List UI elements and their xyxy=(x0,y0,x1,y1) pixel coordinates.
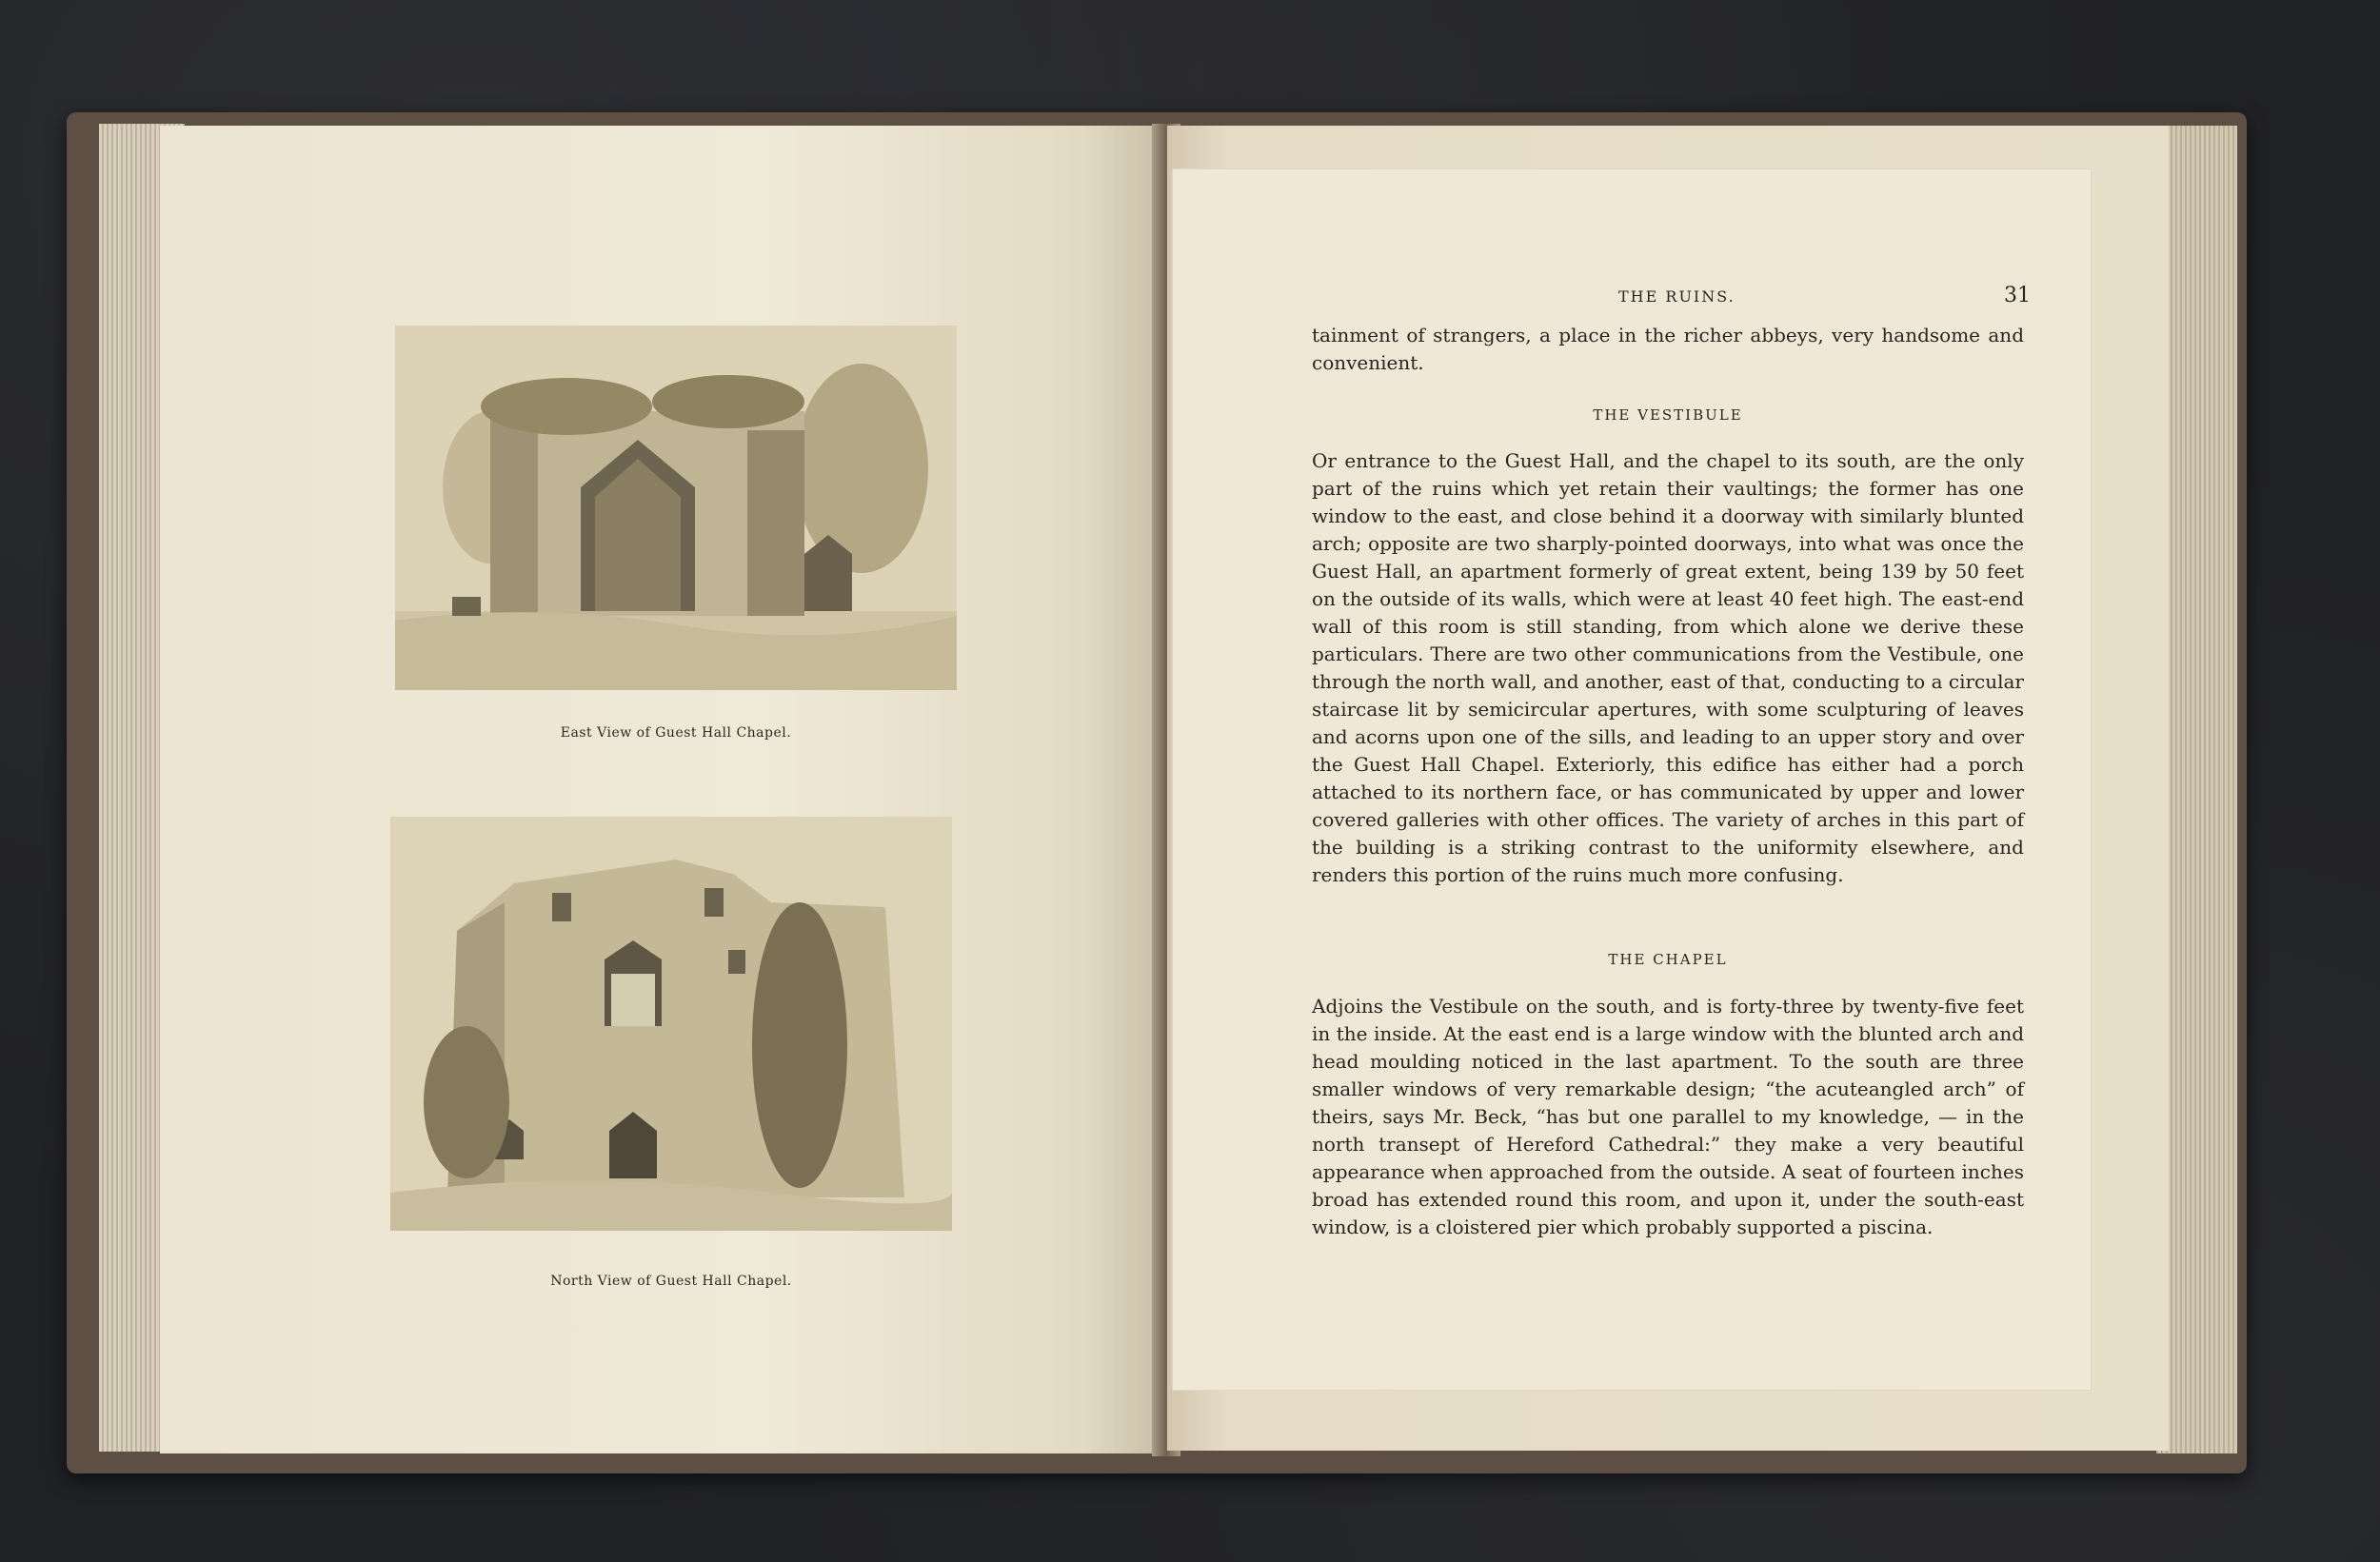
plate-north-view xyxy=(390,817,952,1231)
paragraph-chapel: Adjoins the Vestibule on the south, and is forty-three by twenty-five feet in the inside. At the east end is a large window with the blunted arch and head moulding noticed in the last apartment. To the south are three smaller windows of very remarkable design; “the acuteangled arch” of theirs, says Mr. Beck, “has but one parallel to my knowledge, — in the north transept of Hereford Cathedral:” they make a very beautiful appearance when approached from the outside. A seat of fourteen inches broad has extended round this room, and upon it, under the south-east window, is a cloistered pier which probably supported a piscina. xyxy=(1312,995,2024,1238)
heading-chapel: THE CHAPEL xyxy=(1608,951,1728,968)
ruin-engraving-east xyxy=(395,326,957,690)
running-head: THE RUINS. xyxy=(1618,287,1735,306)
plate-east-view xyxy=(395,326,957,690)
page-number: 31 xyxy=(2004,284,2031,307)
heading-vestibule: THE VESTIBULE xyxy=(1593,406,1743,424)
ruin-engraving-north xyxy=(390,817,952,1231)
continuation-paragraph: tainment of strangers, a place in the richer abbeys, very handsome and convenient. xyxy=(1312,324,2024,374)
caption-north-view: North View of Guest Hall Chapel. xyxy=(550,1274,792,1289)
caption-east-view: East View of Guest Hall Chapel. xyxy=(560,725,792,741)
paragraph-vestibule: Or entrance to the Guest Hall, and the chapel to its south, are the only part of the ruins which yet retain their vaultings; the former has one window to the east, and close behind it a doorway with similarly blunted arch; opposite are two sharply-pointed doorways, into what was once the Guest Hall, an apartment formerly of great extent, being 139 by 50 feet on the outside of its walls, which were at least 40 feet high. The east-end wall of this room is still standing, from which alone we derive these particulars. There are two other communications from the Vestibule, one through the north wall, and another, east of that, conducting to a circular staircase lit by semicircular apertures, with some sculpturing of leaves and acorns upon one of the sills, and leading to an upper story and over the Guest Hall Chapel. Exteriorly, this edifice has either had a porch attached to its northern face, or has communicated by upper and lower covered galleries with other offices. The variety of arches in this part of the building is a striking contrast to the uniformity elsewhere, and renders this portion of the ruins much more confusing. xyxy=(1312,449,2024,886)
